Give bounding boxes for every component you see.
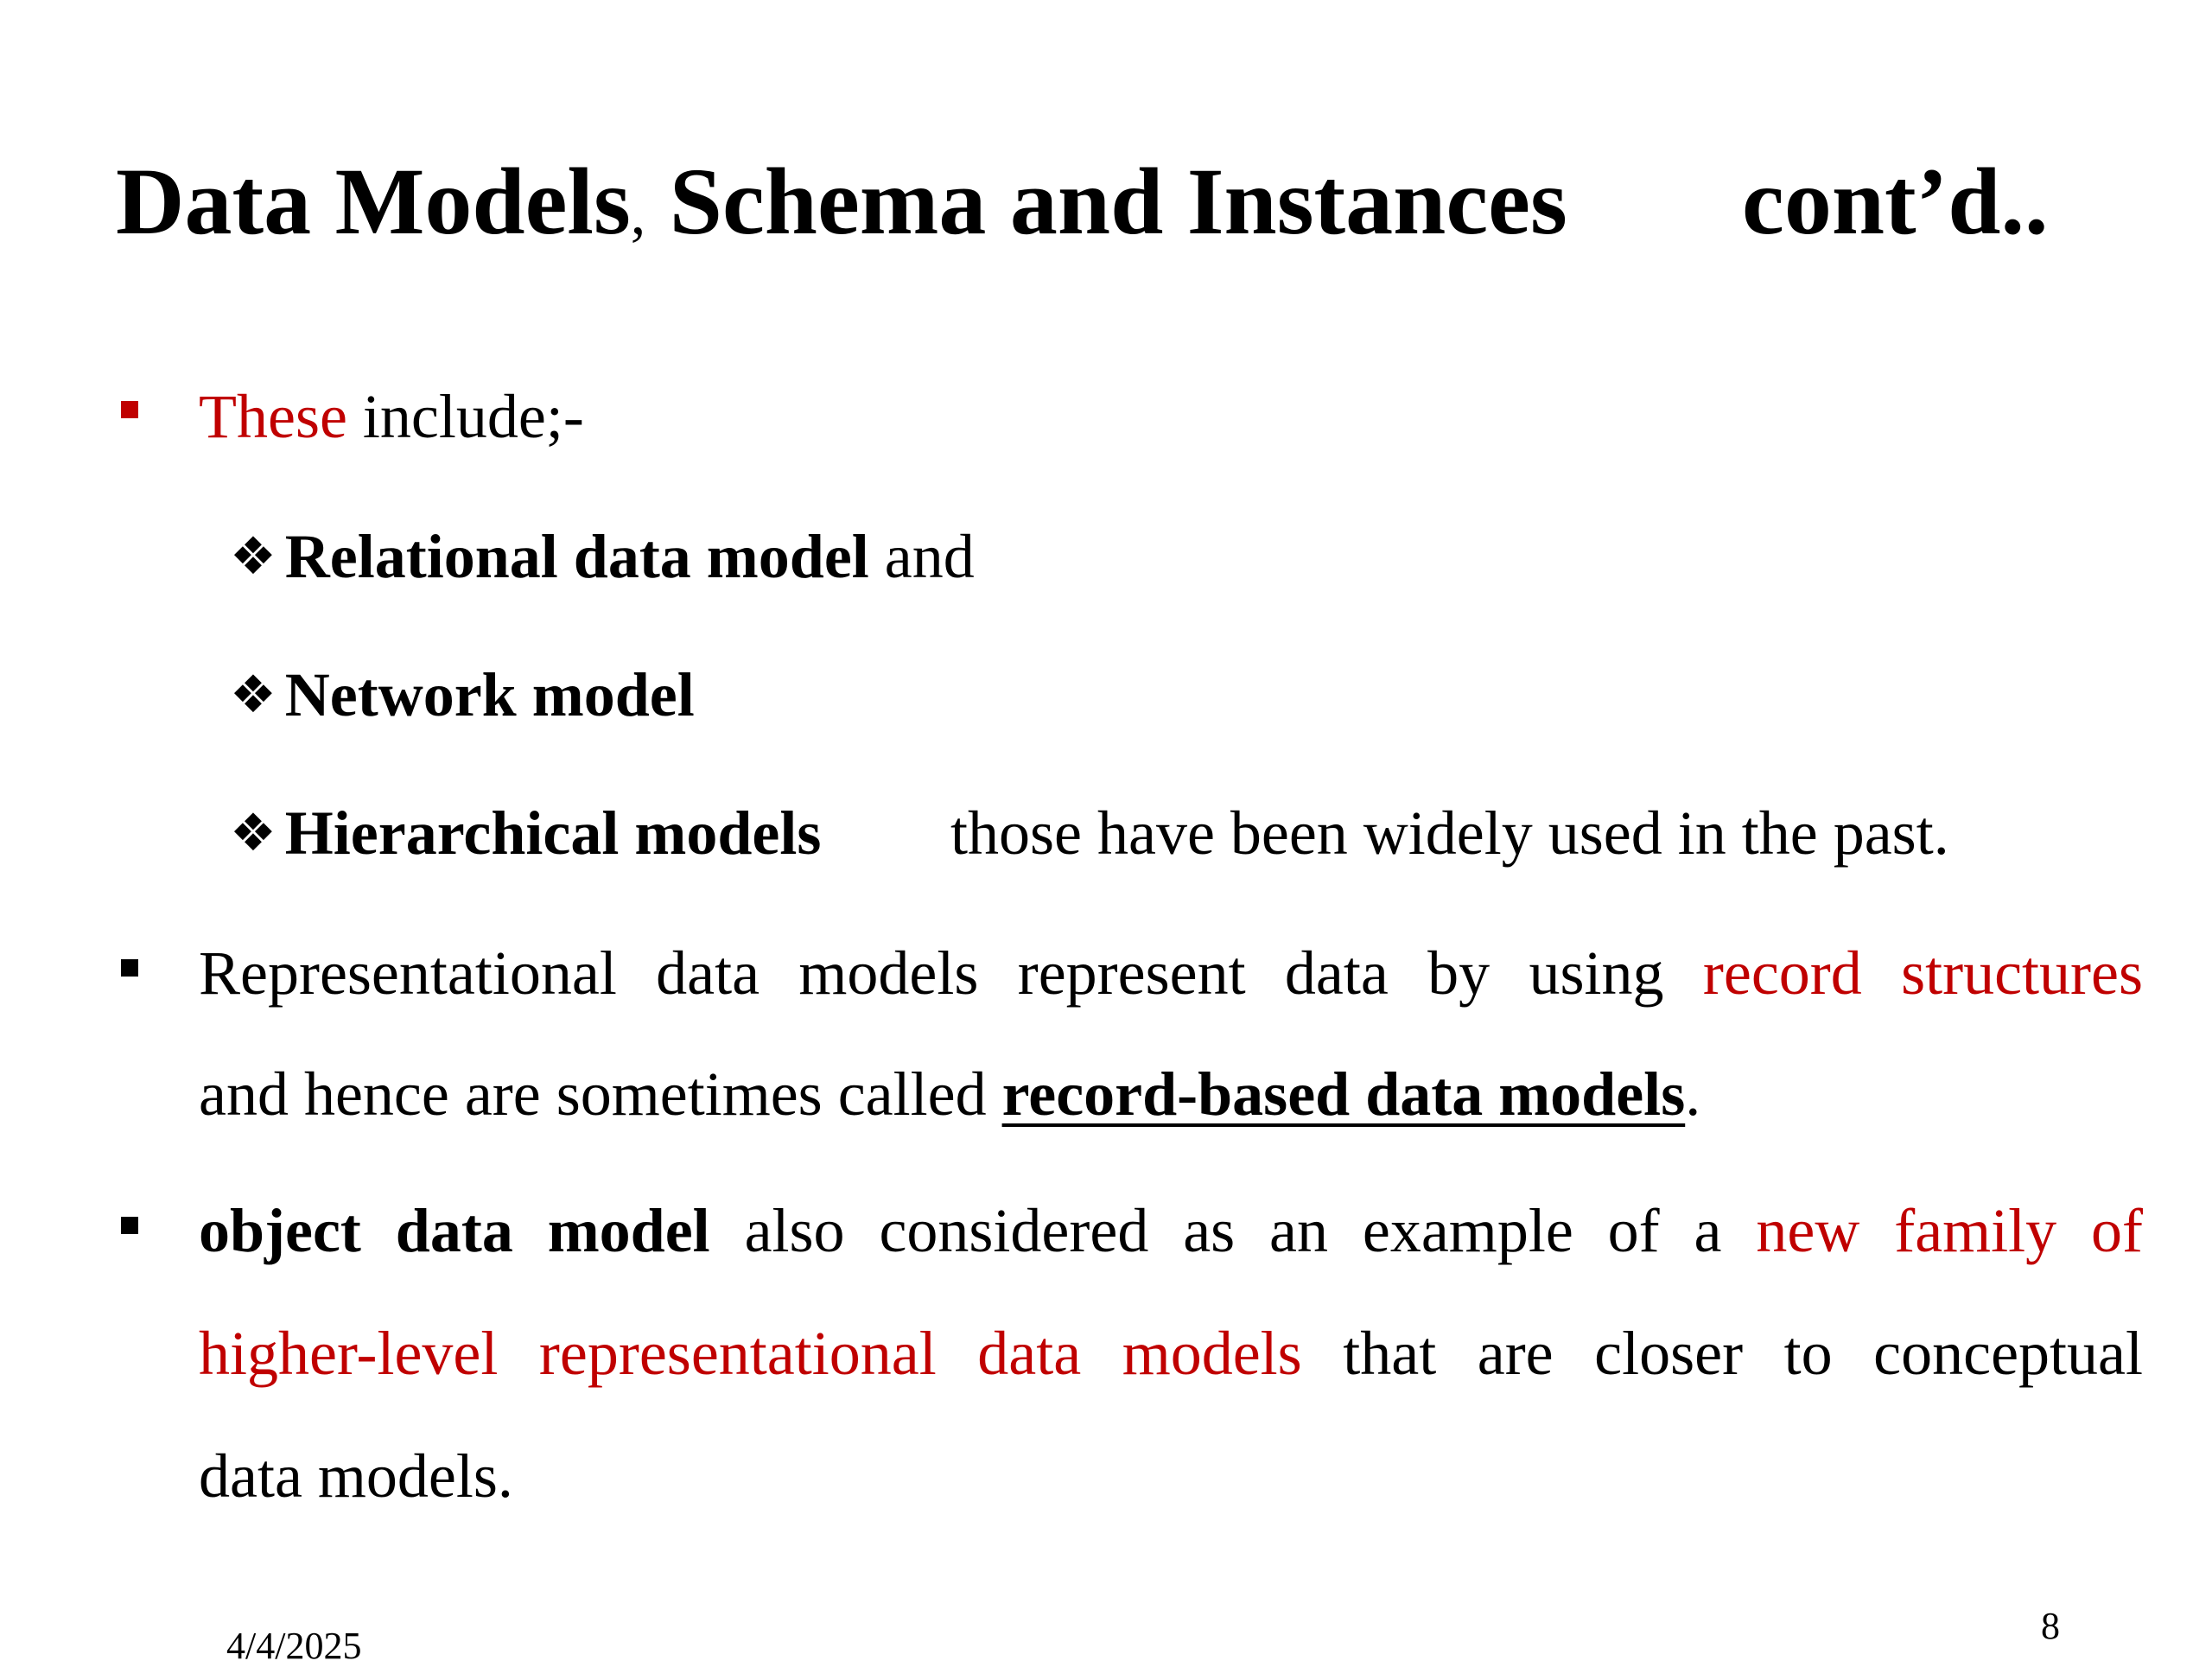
object-line-1 (199, 1196, 2144, 1265)
object-model-term: object data model (199, 1196, 710, 1265)
object-line-2 (199, 1319, 2143, 1388)
sub-item-bold: Relational data model (284, 522, 869, 591)
representational-line-1 (199, 938, 2144, 1008)
four-diamond-bullet-icon: ❖ (230, 803, 276, 863)
square-bullet-icon (121, 1217, 138, 1234)
record-based-term: record-based data models (1001, 1059, 1686, 1129)
intro-highlight: These (199, 382, 347, 451)
square-bullet-icon (121, 401, 138, 418)
sub-item-bold: Hierarchical models (284, 799, 822, 868)
sub-item-bold: Network model (284, 660, 695, 729)
sub-item-hierarchical-note: those have been widely used in the past. (950, 799, 1949, 868)
object-highlight: new family of (1756, 1196, 2144, 1265)
title-part1: Data Models (116, 149, 631, 254)
title-suffix: cont’d.. (1742, 149, 2049, 254)
object-highlight-2: higher-level representational data models (199, 1319, 1302, 1388)
footer-date: 4/4/2025 (226, 1625, 362, 1667)
representational-highlight: record structures (1702, 938, 2144, 1008)
intro-rest: include;- (346, 382, 584, 451)
representational-line-2 (199, 1059, 1701, 1129)
square-bullet-icon (121, 959, 138, 977)
four-diamond-bullet-icon: ❖ (230, 665, 276, 725)
representational-period: . (1685, 1059, 1701, 1129)
sub-item-network (230, 660, 695, 729)
sub-item-relational (230, 522, 975, 591)
bullet-intro (199, 382, 584, 451)
sub-item-rest: and (868, 522, 975, 591)
four-diamond-bullet-icon: ❖ (230, 526, 276, 587)
representational-text-2: and hence are sometimes called (199, 1059, 1002, 1129)
object-text-2: that are closer to conceptual (1343, 1319, 2143, 1388)
page-number: 8 (2041, 1605, 2060, 1647)
object-text: also considered as an example of a (744, 1196, 1722, 1265)
sub-item-hierarchical (230, 799, 822, 868)
title-part2: Schema and Instances (645, 149, 1567, 254)
title-comma: , (630, 181, 646, 247)
representational-text: Representational data models represent data by using (199, 938, 1664, 1008)
object-line-3: data models. (199, 1441, 513, 1511)
slide-title (116, 149, 2049, 254)
